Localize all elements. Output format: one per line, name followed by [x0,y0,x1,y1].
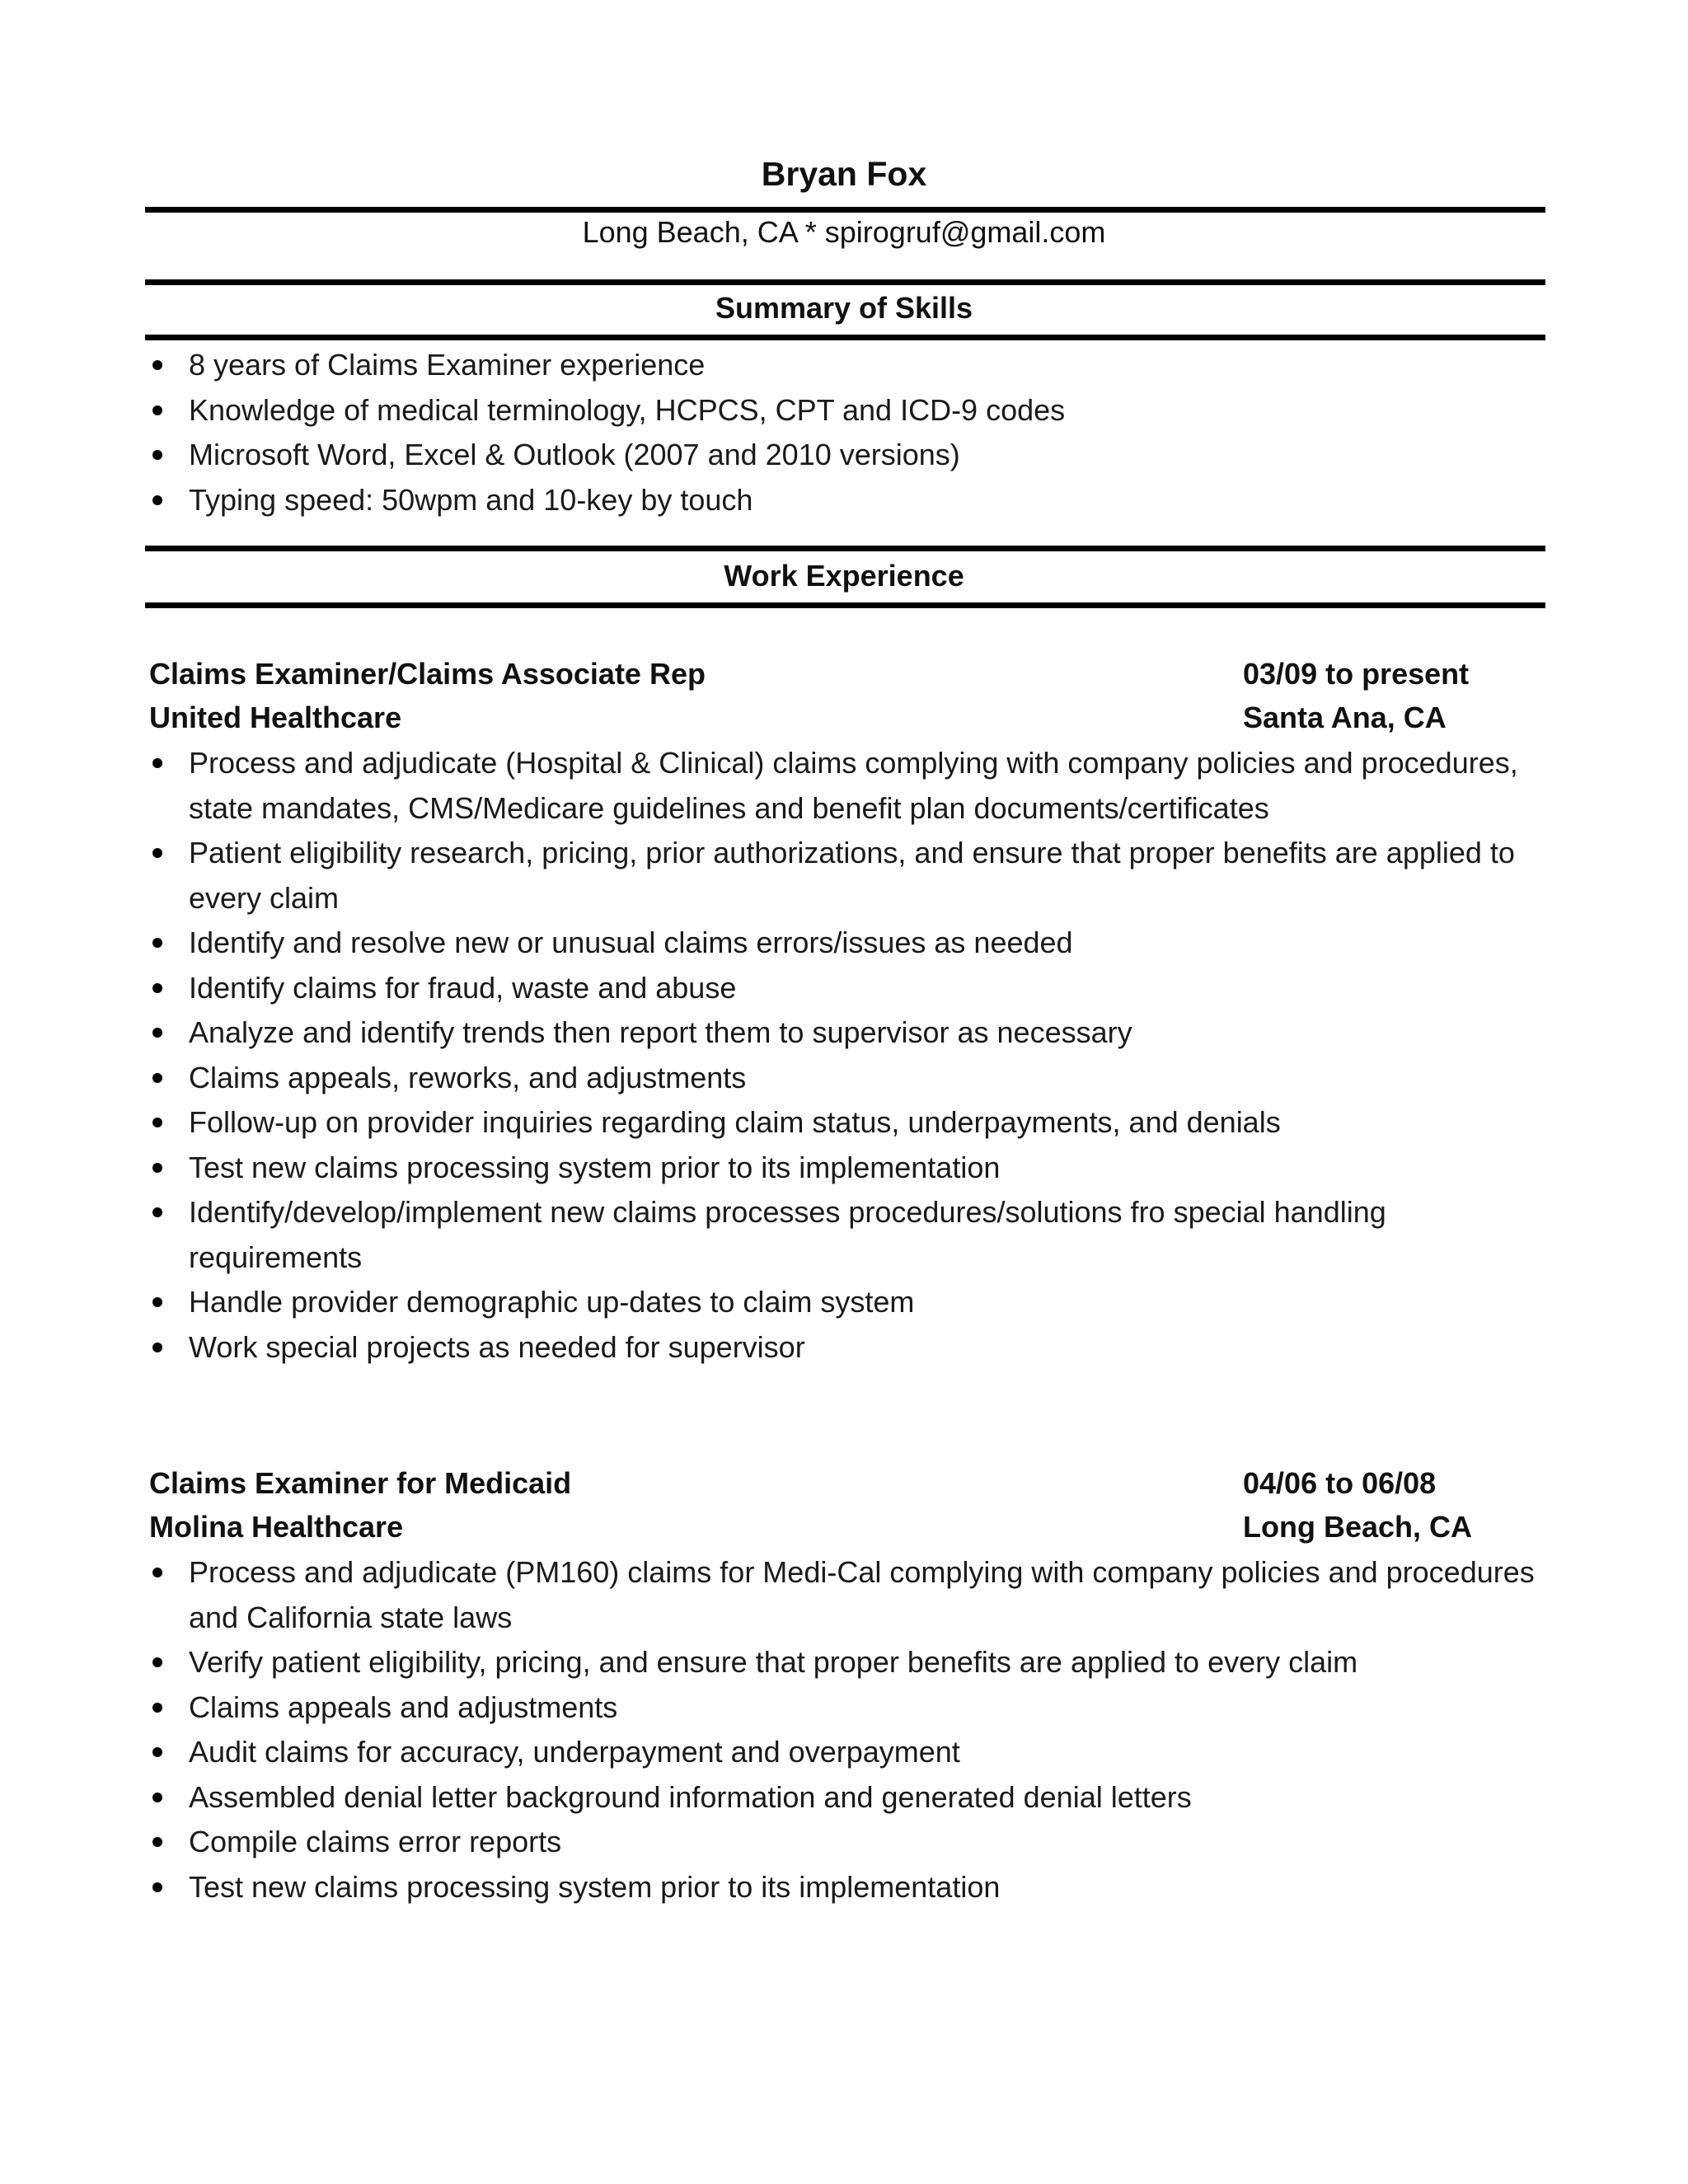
job-company: United Healthcare [149,701,402,734]
bullet-icon [152,938,162,948]
bullet-icon [152,758,162,768]
duty-item: Identify claims for fraud, waste and abuse [145,966,1545,1011]
duty-item: Audit claims for accuracy, underpayment and overpayment [145,1730,1545,1775]
candidate-name: Bryan Fox [761,155,927,193]
skills-heading: Summary of Skills [715,291,973,325]
bullet-icon [152,405,162,415]
job-header [149,652,1501,739]
job-dates: 04/06 to 06/08 [1243,1466,1437,1500]
bullet-icon [152,1343,162,1352]
contact-line: Long Beach, CA * spirogruf@gmail.com [582,215,1106,249]
job-header [149,1461,1501,1549]
skill-item: Knowledge of medical terminology, HCPCS, CPT and ICD-9 codes [145,388,1545,434]
bullet-icon [152,1747,162,1757]
duty-item: Claims appeals, reworks, and adjustments [145,1056,1545,1101]
duty-item: Identify/develop/implement new claims processes procedures/solutions fro special handling requirements [145,1190,1545,1280]
duty-item: Patient eligibility research, pricing, prior authorizations, and ensure that proper benefits are applied to every claim [145,831,1545,921]
job-location: Long Beach, CA [1243,1510,1473,1544]
job-title: Claims Examiner for Medicaid [149,1466,572,1500]
duty-item: Claims appeals and adjustments [145,1685,1545,1731]
job-company: Molina Healthcare [149,1510,404,1544]
job-location: Santa Ana, CA [1243,701,1447,734]
divider [145,546,1545,551]
duty-item: Process and adjudicate (PM160) claims for Medi-Cal complying with company policies and procedures and California state laws [145,1550,1545,1640]
job-dates: 03/09 to present [1243,657,1470,691]
bullet-icon [152,1703,162,1713]
bullet-icon [152,1837,162,1847]
duty-item: Test new claims processing system prior to its implementation [145,1865,1545,1910]
bullet-icon [152,1163,162,1173]
skill-item: Microsoft Word, Excel & Outlook (2007 and 2010 versions) [145,433,1545,478]
duty-item: Follow-up on provider inquiries regarding claim status, underpayments, and denials [145,1100,1545,1146]
duty-item: Assembled denial letter background information and generated denial letters [145,1775,1545,1821]
duty-item: Verify patient eligibility, pricing, and ensure that proper benefits are applied to every claim [145,1640,1545,1685]
duty-item: Identify and resolve new or unusual claims errors/issues as needed [145,921,1545,966]
job-title: Claims Examiner/Claims Associate Rep [149,657,706,691]
skill-item: Typing speed: 50wpm and 10-key by touch [145,478,1545,523]
duty-item: Analyze and identify trends then report them to supervisor as necessary [145,1010,1545,1056]
skills-list [145,343,1545,523]
duty-item: Compile claims error reports [145,1820,1545,1865]
duties-list [145,741,1545,1370]
bullet-icon [152,1657,162,1667]
bullet-icon [152,1793,162,1802]
duty-item: Test new claims processing system prior to its implementation [145,1146,1545,1191]
bullet-icon [152,1882,162,1892]
bullet-icon [152,495,162,505]
divider [145,335,1545,340]
divider [145,602,1545,608]
bullet-icon [152,1028,162,1038]
bullet-icon [152,360,162,370]
bullet-icon [152,1073,162,1083]
duty-item: Work special projects as needed for supervisor [145,1325,1545,1371]
experience-heading: Work Experience [724,559,964,593]
skill-item: 8 years of Claims Examiner experience [145,343,1545,388]
bullet-icon [152,1297,162,1307]
bullet-icon [152,848,162,858]
bullet-icon [152,1118,162,1127]
duty-item: Process and adjudicate (Hospital & Clinical) claims complying with company policies and procedures, state mandates, CMS/Medicare guidelines and benefit plan documents/certificates [145,741,1545,831]
bullet-icon [152,1568,162,1577]
divider [145,279,1545,285]
duty-item: Handle provider demographic up-dates to claim system [145,1280,1545,1325]
duties-list [145,1550,1545,1910]
bullet-icon [152,1207,162,1217]
bullet-icon [152,983,162,993]
bullet-icon [152,450,162,460]
